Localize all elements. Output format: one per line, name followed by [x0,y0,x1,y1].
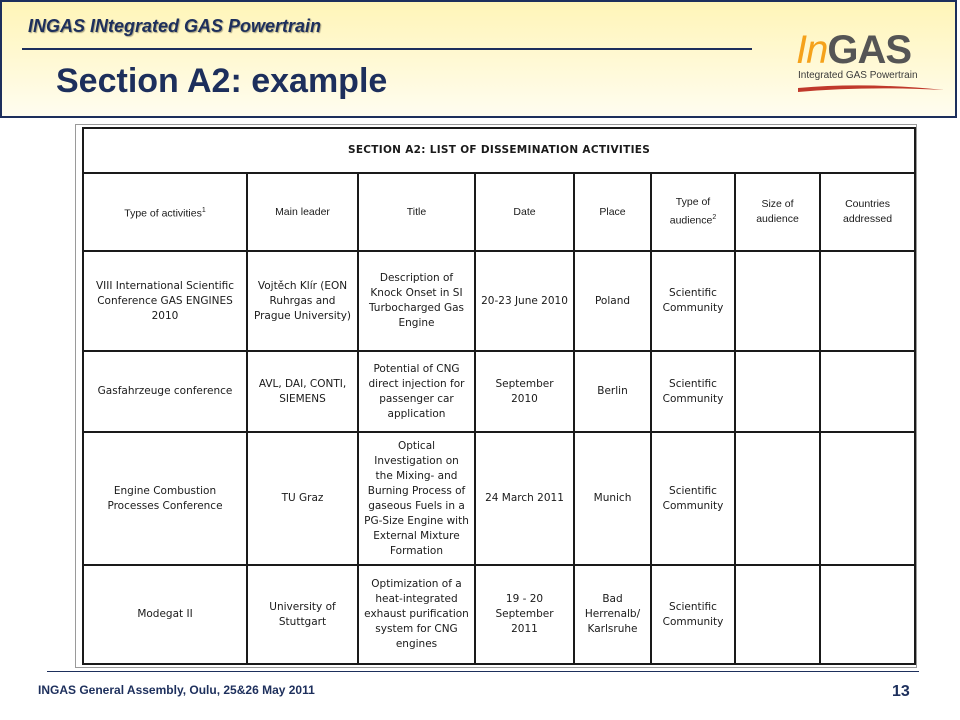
logo-tagline: Integrated GAS Powertrain [798,70,918,81]
cell-countries [820,251,915,351]
cell-audience: Scientific Community [651,432,735,565]
table-header-row [83,173,915,251]
cell-date: September 2010 [475,351,574,432]
cell-size [735,351,820,432]
column-header: Type of activities$^1$ [83,173,247,251]
column-header: Size of audience [735,173,820,251]
table-row [83,432,915,565]
column-header: Countries addressed [820,173,915,251]
table-row [83,565,915,664]
logo-swoosh-icon [796,80,946,100]
column-header: Date [475,173,574,251]
column-header: Title [358,173,475,251]
cell-title: Optimization of a heat-integrated exhaust purification system for CNG engines [358,565,475,664]
page-title: Section A2: example [56,62,388,100]
cell-date: 19 - 20 September 2011 [475,565,574,664]
cell-audience: Scientific Community [651,251,735,351]
cell-place: Berlin [574,351,651,432]
table-row [83,351,915,432]
dissemination-table [82,127,916,665]
cell-title: Optical Investigation on the Mixing- and Burning Process of gaseous Fuels in a PG-Size Engine with External Mixture Formation [358,432,475,565]
cell-size [735,565,820,664]
cell-type: Modegat II [83,565,247,664]
cell-title: Potential of CNG direct injection for passenger car application [358,351,475,432]
cell-countries [820,351,915,432]
column-header: Type of audience$^2$ [651,173,735,251]
cell-place: Bad Herrenalb/ Karlsruhe [574,565,651,664]
header-divider [22,48,752,50]
cell-leader: University of Stuttgart [247,565,358,664]
project-title: INGAS INtegrated GAS Powertrain [28,16,322,36]
cell-countries [820,565,915,664]
page-number: 13 [892,683,910,700]
table-section-title: SECTION A2: LIST OF DISSEMINATION ACTIVITIES [83,128,915,173]
logo-main: GAS [827,28,912,72]
cell-title: Description of Knock Onset in SI Turbocharged Gas Engine [358,251,475,351]
cell-type: Engine Combustion Processes Conference [83,432,247,565]
cell-place: Poland [574,251,651,351]
cell-date: 24 March 2011 [475,432,574,565]
cell-audience: Scientific Community [651,565,735,664]
cell-leader: TU Graz [247,432,358,565]
cell-size [735,251,820,351]
cell-size [735,432,820,565]
column-header: Main leader [247,173,358,251]
logo-wordmark [796,30,911,70]
table-row [83,251,915,351]
cell-date: 20-23 June 2010 [475,251,574,351]
cell-leader: AVL, DAI, CONTI, SIEMENS [247,351,358,432]
cell-leader: Vojtěch Klír (EON Ruhrgas and Prague University) [247,251,358,351]
logo-prefix: In [796,28,828,72]
table-title-row [83,128,915,173]
footer-event: INGAS General Assembly, Oulu, 25&26 May 2011 [38,683,315,697]
cell-type: Gasfahrzeuge conference [83,351,247,432]
cell-place: Munich [574,432,651,565]
footer-divider [47,671,919,672]
ingas-logo [796,30,946,100]
cell-type: VIII International Scientific Conference GAS ENGINES 2010 [83,251,247,351]
column-header: Place [574,173,651,251]
cell-audience: Scientific Community [651,351,735,432]
cell-countries [820,432,915,565]
